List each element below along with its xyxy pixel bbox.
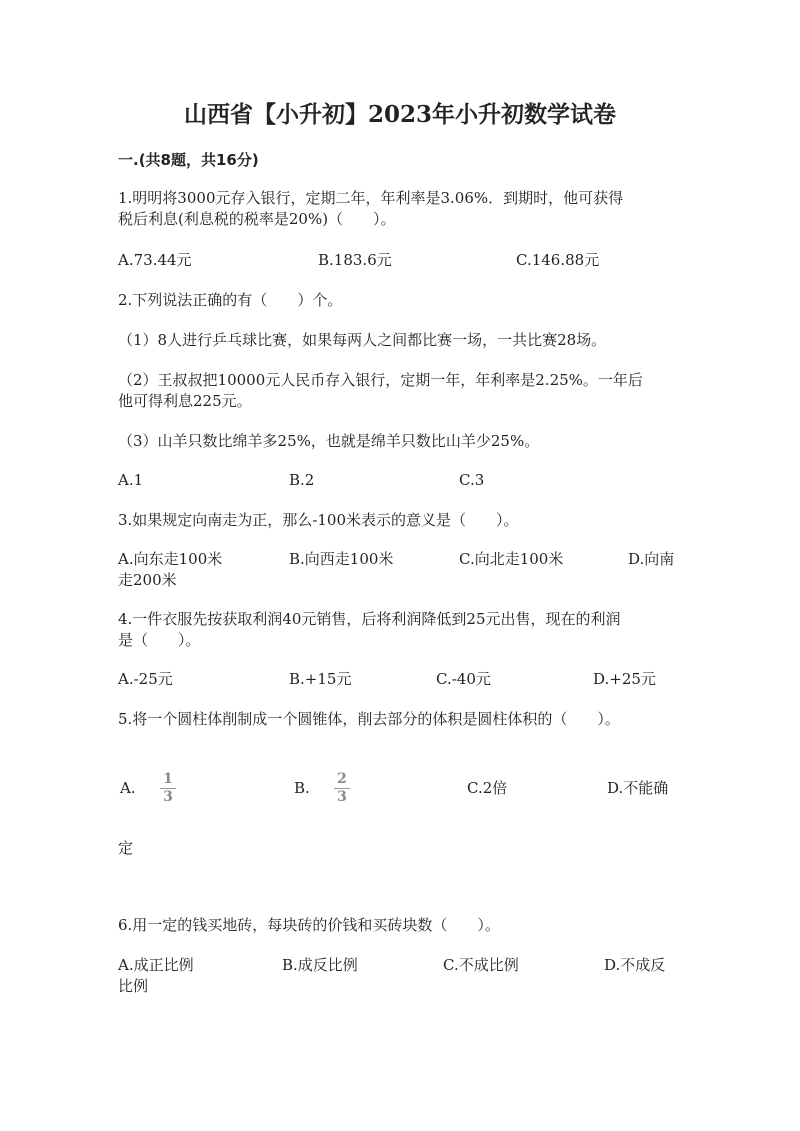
section-heading: 一.(共8题，共16分) xyxy=(118,151,259,169)
q4-stem-line2: 是（ ）。 xyxy=(118,631,201,649)
q2-statement-2-line2: 他可得利息225元。 xyxy=(118,392,252,410)
q2-option-a: A.1 xyxy=(118,471,144,489)
q1-option-b: B.183.6元 xyxy=(318,251,392,269)
q6-option-d-wrap: 比例 xyxy=(118,977,149,995)
q2-statement-2-line1: （2）王叔叔把10000元人民币存入银行，定期一年，年利率是2.25%。一年后 xyxy=(118,371,643,389)
q3-option-c: C.向北走100米 xyxy=(459,550,564,568)
q4-option-c: C.-40元 xyxy=(436,670,491,688)
q5-option-b-fraction xyxy=(334,772,350,805)
q3-option-d-wrap: 走200米 xyxy=(118,571,177,589)
q3-option-d: D.向南 xyxy=(628,550,675,568)
q2-option-b: B.2 xyxy=(289,471,315,489)
q5-option-a-label: A. xyxy=(120,779,136,797)
q4-stem-line1: 4.一件衣服先按获取利润40元销售，后将利润降低到25元出售，现在的利润 xyxy=(118,610,621,628)
q4-option-b: B.+15元 xyxy=(289,670,352,688)
q4-option-d: D.+25元 xyxy=(593,670,656,688)
q3-option-b: B.向西走100米 xyxy=(289,550,394,568)
q4-option-a: A.-25元 xyxy=(118,670,173,688)
q5-option-b-denominator: 3 xyxy=(337,789,347,805)
q3-stem: 3.如果规定向南走为正，那么-100米表示的意义是（ ）。 xyxy=(118,511,519,529)
q5-option-a-denominator: 3 xyxy=(163,789,173,805)
q1-option-a: A.73.44元 xyxy=(118,251,192,269)
q5-option-a-numerator: 1 xyxy=(163,771,173,787)
q6-option-a: A.成正比例 xyxy=(118,956,194,974)
q3-option-a: A.向东走100米 xyxy=(118,550,223,568)
exam-title: 山西省【小升初】2023年小升初数学试卷 xyxy=(183,101,616,128)
q2-statement-3: （3）山羊只数比绵羊多25%，也就是绵羊只数比山羊少25%。 xyxy=(118,432,540,450)
q5-stem: 5.将一个圆柱体削制成一个圆锥体，削去部分的体积是圆柱体积的（ ）。 xyxy=(118,710,620,728)
q1-option-c: C.146.88元 xyxy=(516,251,600,269)
q6-option-d: D.不成反 xyxy=(604,956,666,974)
q5-option-a-fraction xyxy=(160,772,176,805)
q5-option-d-wrap: 定 xyxy=(118,839,134,857)
q2-option-c: C.3 xyxy=(459,471,485,489)
q6-option-c: C.不成比例 xyxy=(443,956,519,974)
q5-option-c: C.2倍 xyxy=(467,779,508,797)
q2-statement-1: （1）8人进行乒乓球比赛，如果每两人之间都比赛一场，一共比赛28场。 xyxy=(118,331,607,349)
q1-stem-line1: 1.明明将3000元存入银行，定期二年，年利率是3.06%．到期时，他可获得 xyxy=(118,189,624,207)
q1-stem-line2: 税后利息(利息税的税率是20%)（ ）。 xyxy=(118,210,396,228)
q5-option-b-label: B. xyxy=(294,779,310,797)
q5-option-d: D.不能确 xyxy=(607,779,669,797)
q6-option-b: B.成反比例 xyxy=(282,956,358,974)
q5-option-b-numerator: 2 xyxy=(337,771,347,787)
q2-stem: 2.下列说法正确的有（ ）个。 xyxy=(118,291,343,309)
q6-stem: 6.用一定的钱买地砖，每块砖的价钱和买砖块数（ ）。 xyxy=(118,916,500,934)
